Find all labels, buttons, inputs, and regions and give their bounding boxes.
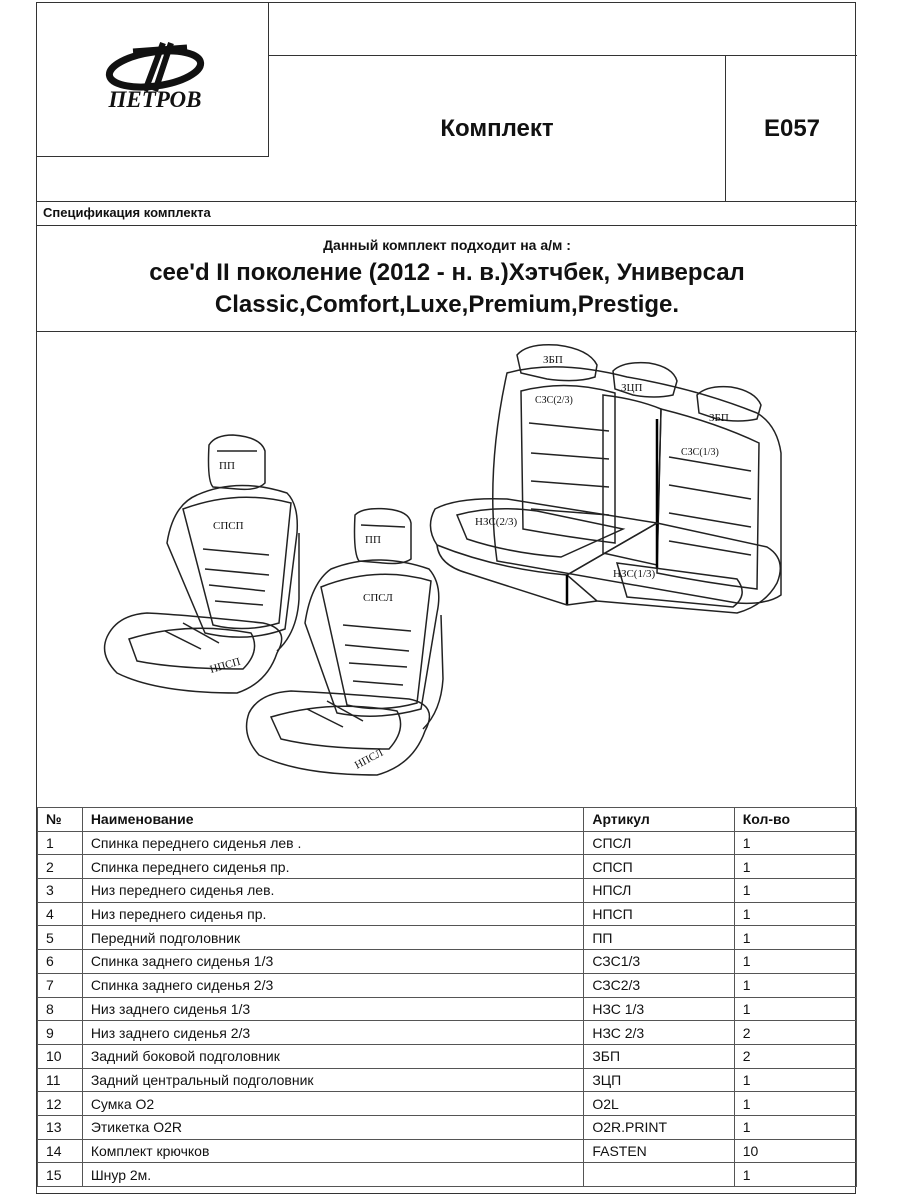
part-name: Низ переднего сиденья пр. <box>82 902 584 926</box>
row-number: 10 <box>38 1044 83 1068</box>
spec-sheet <box>36 2 856 1194</box>
table-row <box>38 1021 857 1045</box>
part-name: Шнур 2м. <box>82 1163 584 1187</box>
article-code: СПСП <box>584 855 734 879</box>
row-number: 12 <box>38 1092 83 1116</box>
label-rear-side-headrest-right: ЗБП <box>709 412 729 424</box>
label-front-right-bottom: НПСЛ <box>352 746 386 772</box>
header <box>37 3 857 203</box>
row-number: 8 <box>38 997 83 1021</box>
table-row <box>38 831 857 855</box>
kit-code: E057 <box>763 115 821 142</box>
row-number: 9 <box>38 1021 83 1045</box>
col-header-number: № <box>38 808 83 832</box>
article-code: НЗС 2/3 <box>584 1021 734 1045</box>
row-number: 14 <box>38 1139 83 1163</box>
article-code: НПСП <box>584 902 734 926</box>
spec-label: Спецификация комплекта <box>43 205 211 220</box>
brand-logo <box>37 3 269 157</box>
part-name: Низ переднего сиденья лев. <box>82 879 584 903</box>
col-header-name: Наименование <box>82 808 584 832</box>
quantity: 1 <box>734 831 856 855</box>
row-number: 5 <box>38 926 83 950</box>
table-row <box>38 950 857 974</box>
document-title: Комплект <box>440 115 554 142</box>
quantity: 2 <box>734 1021 856 1045</box>
label-rear-bottom-1-3: НЗС(1/3) <box>613 568 656 580</box>
part-name: Комплект крючков <box>82 1139 584 1163</box>
table-row <box>38 997 857 1021</box>
quantity: 10 <box>734 1139 856 1163</box>
table-row <box>38 926 857 950</box>
row-number: 11 <box>38 1068 83 1092</box>
label-front-left-bottom: НПСП <box>208 655 242 676</box>
part-name: Сумка О2 <box>82 1092 584 1116</box>
quantity: 1 <box>734 926 856 950</box>
part-name: Задний боковой подголовник <box>82 1044 584 1068</box>
brand-logo-box <box>37 3 269 157</box>
fitment-model: cee'd II поколение (2012 - н. в.)Хэтчбек, Универсал <box>149 259 745 286</box>
part-name: Спинка заднего сиденья 2/3 <box>82 973 584 997</box>
table-row <box>38 1044 857 1068</box>
seat-diagram-svg <box>37 333 857 807</box>
part-name: Передний подголовник <box>82 926 584 950</box>
divider <box>37 201 857 202</box>
row-number: 4 <box>38 902 83 926</box>
row-number: 7 <box>38 973 83 997</box>
label-front-right-headrest: ПП <box>365 534 381 546</box>
divider <box>269 55 857 56</box>
article-code: НПСЛ <box>584 879 734 903</box>
label-front-left-headrest: ПП <box>219 460 235 472</box>
table-row <box>38 1115 857 1139</box>
part-name: Спинка заднего сиденья 1/3 <box>82 950 584 974</box>
label-front-right-back: СПСЛ <box>363 592 393 604</box>
table-row <box>38 855 857 879</box>
label-rear-center-headrest: ЗЦП <box>621 382 643 394</box>
quantity: 1 <box>734 879 856 903</box>
parts-table <box>37 807 857 1187</box>
row-number: 15 <box>38 1163 83 1187</box>
article-code: O2R.PRINT <box>584 1115 734 1139</box>
row-number: 1 <box>38 831 83 855</box>
fitment-intro: Данный комплект подходит на а/м : <box>323 237 571 253</box>
table-row <box>38 879 857 903</box>
front-left-seat <box>105 435 299 693</box>
article-code: FASTEN <box>584 1139 734 1163</box>
row-number: 2 <box>38 855 83 879</box>
divider <box>37 331 857 332</box>
row-number: 3 <box>38 879 83 903</box>
part-name: Спинка переднего сиденья пр. <box>82 855 584 879</box>
label-rear-side-headrest-left: ЗБП <box>543 354 563 366</box>
divider <box>37 225 857 226</box>
table-row <box>38 902 857 926</box>
part-name: Низ заднего сиденья 1/3 <box>82 997 584 1021</box>
label-rear-back-2-3: СЗС(2/3) <box>535 395 573 406</box>
quantity: 1 <box>734 855 856 879</box>
article-code: СЗС2/3 <box>584 973 734 997</box>
article-code: О2L <box>584 1092 734 1116</box>
quantity: 1 <box>734 1092 856 1116</box>
table-row <box>38 1092 857 1116</box>
quantity: 1 <box>734 1163 856 1187</box>
table-header-row <box>38 808 857 832</box>
fitment-trims: Classic,Comfort,Luxe,Premium,Prestige. <box>214 291 680 318</box>
quantity: 2 <box>734 1044 856 1068</box>
label-front-left-back: СПСП <box>213 520 244 532</box>
article-code: ПП <box>584 926 734 950</box>
row-number: 13 <box>38 1115 83 1139</box>
quantity: 1 <box>734 973 856 997</box>
vehicle-fitment <box>37 227 857 331</box>
table-row <box>38 1163 857 1187</box>
quantity: 1 <box>734 1068 856 1092</box>
label-rear-back-1-3: СЗС(1/3) <box>681 447 719 458</box>
divider <box>725 55 726 201</box>
quantity: 1 <box>734 997 856 1021</box>
row-number: 6 <box>38 950 83 974</box>
front-right-seat <box>247 509 443 775</box>
article-code: ЗЦП <box>584 1068 734 1092</box>
table-row <box>38 1068 857 1092</box>
seat-cover-diagram <box>37 333 857 807</box>
logo-text: ПЕТРОВ <box>108 87 202 112</box>
article-code <box>584 1163 734 1187</box>
part-name: Низ заднего сиденья 2/3 <box>82 1021 584 1045</box>
article-code: ЗБП <box>584 1044 734 1068</box>
col-header-article: Артикул <box>584 808 734 832</box>
parts-table-body <box>38 831 857 1186</box>
part-name: Этикетка О2R <box>82 1115 584 1139</box>
part-name: Задний центральный подголовник <box>82 1068 584 1092</box>
quantity: 1 <box>734 902 856 926</box>
quantity: 1 <box>734 1115 856 1139</box>
col-header-qty: Кол-во <box>734 808 856 832</box>
table-row <box>38 973 857 997</box>
label-rear-bottom-2-3: НЗС(2/3) <box>475 516 518 528</box>
article-code: СЗС1/3 <box>584 950 734 974</box>
article-code: СПСЛ <box>584 831 734 855</box>
part-name: Спинка переднего сиденья лев . <box>82 831 584 855</box>
table-row <box>38 1139 857 1163</box>
article-code: НЗС 1/3 <box>584 997 734 1021</box>
quantity: 1 <box>734 950 856 974</box>
